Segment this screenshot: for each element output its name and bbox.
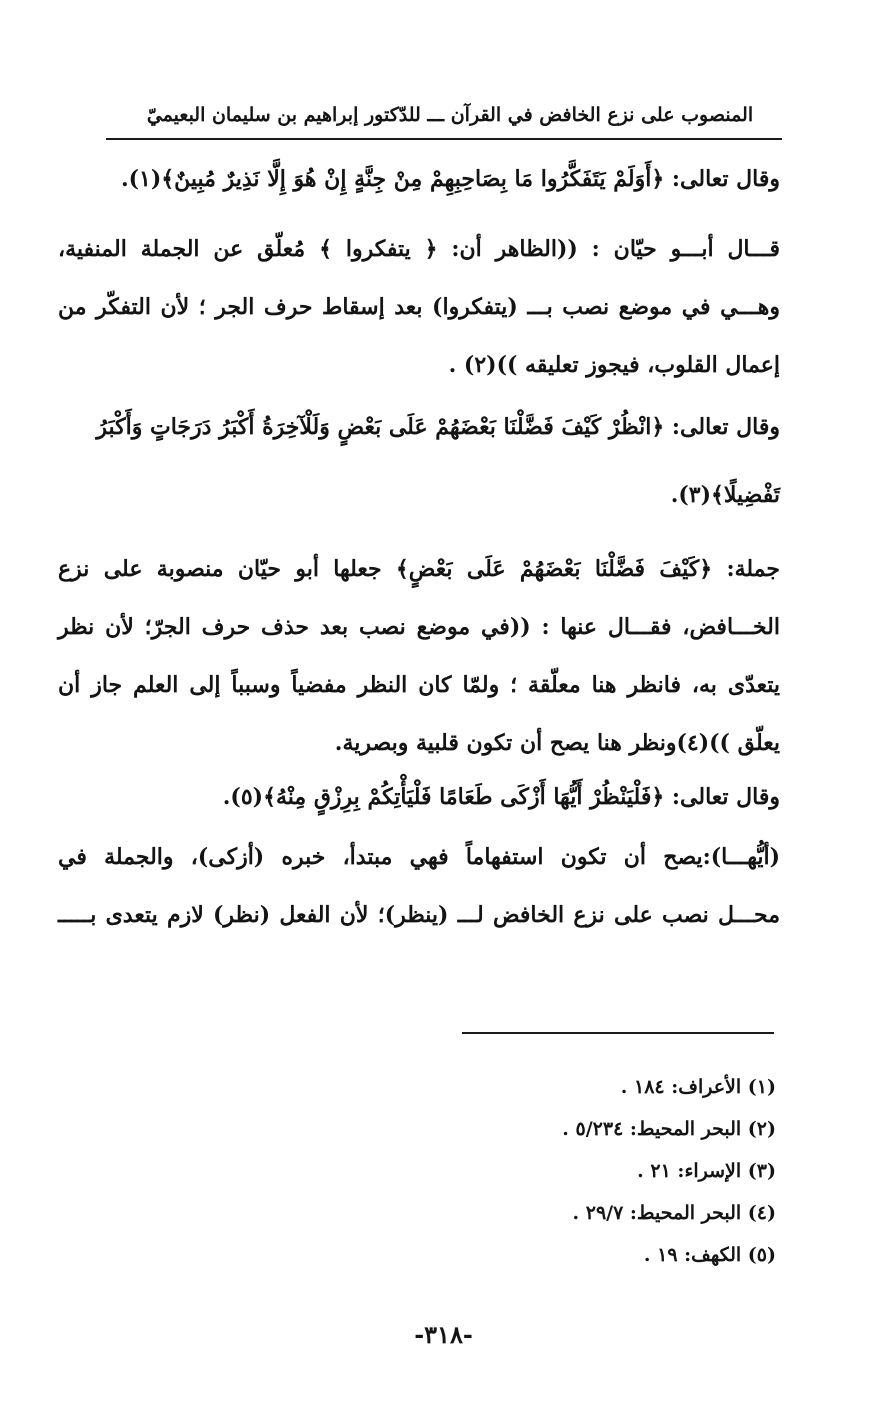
body-line: تَفْضِيلًا﴾(٣). xyxy=(670,482,780,508)
body-line: وقال تعالى: ﴿أَوَلَمْ يَتَفَكَّرُوا مَا بِصَاحِبِهِمْ مِنْ جِنَّةٍ إِنْ هُوَ إِلَّا نَذِيرٌ مُبِينٌ﴾(١). xyxy=(120,166,780,192)
footnote-item: (٥) الكهف: ١٩ . xyxy=(643,1244,776,1266)
footnote-item: (٤) البحر المحيط: ٢٩/٧ . xyxy=(572,1202,776,1224)
body-line: وقال تعالى: ﴿فَلْيَنْظُرْ أَيُّهَا أَزْكَى طَعَامًا فَلْيَأْتِكُمْ بِرِزْقٍ مِنْهُ﴾(٥). xyxy=(222,784,780,810)
body-line: (أيُّهـــا):يصح أن تكون استفهاماً فهي مبتدأ، خبره (أزكى)، والجملة في xyxy=(58,844,780,870)
body-line: وقال تعالى: ﴿انْظُرْ كَيْفَ فَضَّلْنَا بَعْضَهُمْ عَلَى بَعْضٍ وَلَلْآخِرَةُ أَكْبَرُ دَرَجَاتٍ وَأَكْبَرُ xyxy=(96,414,780,440)
verse-kahf xyxy=(58,768,780,826)
footnote-item: (٣) الإسراء: ٢١ . xyxy=(637,1160,776,1182)
header-divider xyxy=(106,138,782,140)
running-header: المنصوب على نزع الخافض في القرآن ـــ للدّكتور إبراهيم بن سليمان البعيميّ xyxy=(146,104,754,126)
body-line: يتعدّى به، فانظر هنا معلّقة ؛ ولمّا كان النظر مفضياً وسبباً إلى العلم جاز أن xyxy=(58,672,780,698)
footnote-item: (١) الأعراف: ١٨٤ . xyxy=(620,1076,776,1098)
page-number: -٣١٨- xyxy=(414,1320,473,1349)
body-line: محـــل نصب على نزع الخافض لـــ (ينظر)؛ لأن الفعل (نظر) لازم يتعدى بـــــ xyxy=(58,902,780,928)
body-line: الخـــافض، فقـــال عنها : ((في موضع نصب بعد حذف حرف الجرّ؛ لأن نظر xyxy=(58,614,780,640)
body-line: وهـــي في موضع نصب بـــ (يتفكروا) بعد إسقاط حرف الجر ؛ لأن التفكّر من xyxy=(58,294,780,320)
body-line: يعلّق ))(٤)ونظر هنا يصح أن تكون قلبية وبصرية. xyxy=(334,730,780,756)
footnote-item: (٢) البحر المحيط: ٥/٢٣٤ . xyxy=(562,1118,776,1140)
paragraph-jumla xyxy=(58,540,780,772)
footnotes xyxy=(400,1066,776,1276)
paragraph-abu-hayyan-1 xyxy=(58,220,780,394)
verse-isra xyxy=(58,398,780,524)
body-line: قـــال أبـــو حيّان : ((الظاهر أن: ﴿ يتفكروا ﴾ مُعلّق عن الجملة المنفية، xyxy=(58,236,780,262)
paragraph-ayyuha xyxy=(58,828,780,944)
verse-araf xyxy=(58,150,780,208)
footnote-divider xyxy=(462,1032,774,1034)
body-line: إعمال القلوب، فيجوز تعليقه ))(٢) . xyxy=(448,352,780,378)
body-line: جملة: ﴿كَيْفَ فَضَّلْنَا بَعْضَهُمْ عَلَى بَعْضٍ﴾ جعلها أبو حيّان منصوبة على نزع xyxy=(58,556,780,582)
